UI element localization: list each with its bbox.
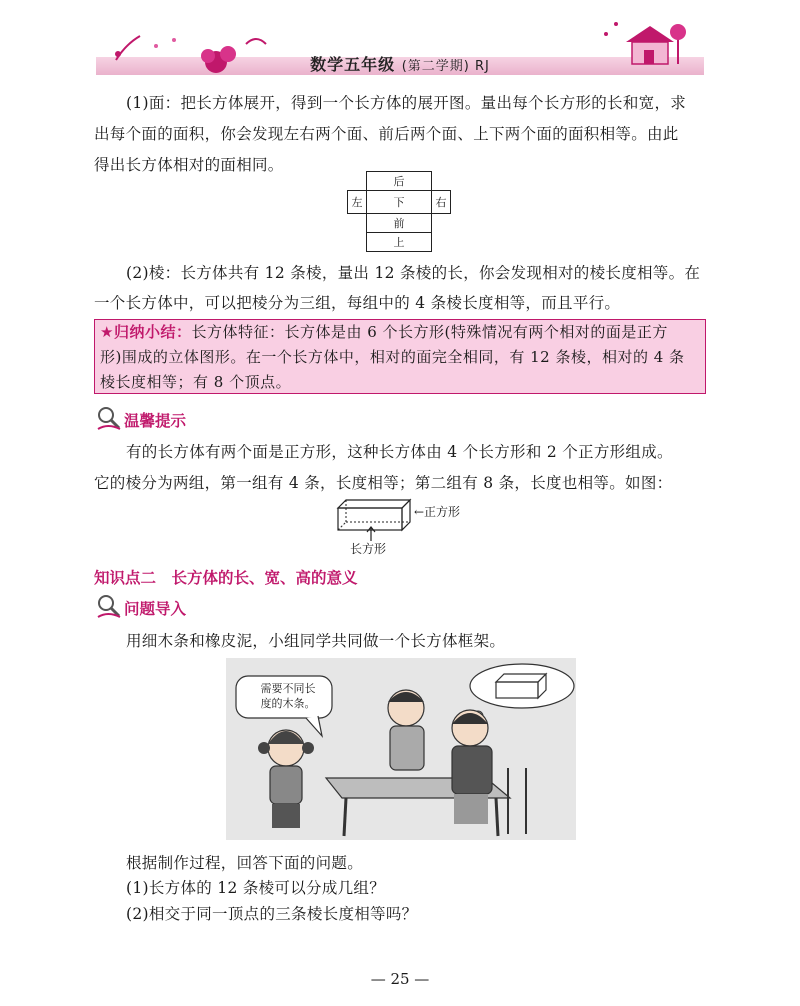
speech-bubble-line2: 度的木条。 [260,697,316,710]
square-face-label: ←正方形 [414,505,461,519]
header-title [0,52,800,75]
speech-bubble-text [246,681,330,711]
intro-title: 问题导入 [124,600,187,618]
question-2: (2)相交于同一顶点的三条棱长度相等吗？ [126,905,418,923]
tip-line2: 它的棱分为两组，第一组有 4 条，长度相等；第二组有 8 条，长度也相等。如图： [94,474,673,492]
summary-line3: 棱长度相等；有 8 个顶点。 [100,373,292,391]
summary-line2: 形)围成的立体图形。在一个长方体中，相对的面完全相同，有 12 条棱，相对的 4 条 [100,348,685,366]
net-face-right: 右 [431,190,451,214]
magnifier-icon-2 [96,593,122,619]
tip-line1: 有的长方体有两个面是正方形，这种长方体由 4 个长方形和 2 个正方形组成。 [126,443,673,461]
rectangle-face-label: 长方形 [350,542,387,556]
para1-line2: 出每个面的面积，你会发现左右两个面、前后两个面、上下两个面的面积相等。由此 [94,125,679,143]
tip-title: 温馨提示 [124,412,187,430]
para2-line2: 一个长方体中，可以把棱分为三组，每组中的 4 条棱长度相等，而且平行。 [94,294,621,312]
net-face-left: 左 [347,190,367,214]
intro-line: 用细木条和橡皮泥，小组同学共同做一个长方体框架。 [126,632,506,650]
para2-line1: (2)棱：长方体共有 12 条棱，量出 12 条棱的长，你会发现相对的棱长度相等。在 [126,264,701,282]
book-subtitle: (第二学期) RJ [401,59,490,74]
para1-line1: (1)面：把长方体展开，得到一个长方体的展开图。量出每个长方形的长和宽，求 [126,94,687,112]
net-face-bottom: 下 [366,190,432,214]
para1-line3: 得出长方体相对的面相同。 [94,156,284,174]
summary-text1: 长方体特征：长方体是由 6 个长方形(特殊情况有两个相对的面是正方 [191,323,668,341]
net-face-front: 前 [366,213,432,233]
speech-bubble-line1: 需要不同长 [260,682,316,695]
summary-label: ★归纳小结： [100,323,192,341]
summary-line1 [100,321,668,342]
questions-lead: 根据制作过程，回答下面的问题。 [126,854,364,872]
page-number: — 25 — [370,970,430,988]
magnifier-icon [96,405,122,431]
net-face-back: 后 [366,171,432,191]
question-1: (1)长方体的 12 条棱可以分成几组？ [126,879,386,897]
net-face-top: 上 [366,232,432,252]
knowledge-point-2-title: 知识点二 长方体的长、宽、高的意义 [94,569,358,587]
book-title: 数学五年级 [310,55,396,74]
